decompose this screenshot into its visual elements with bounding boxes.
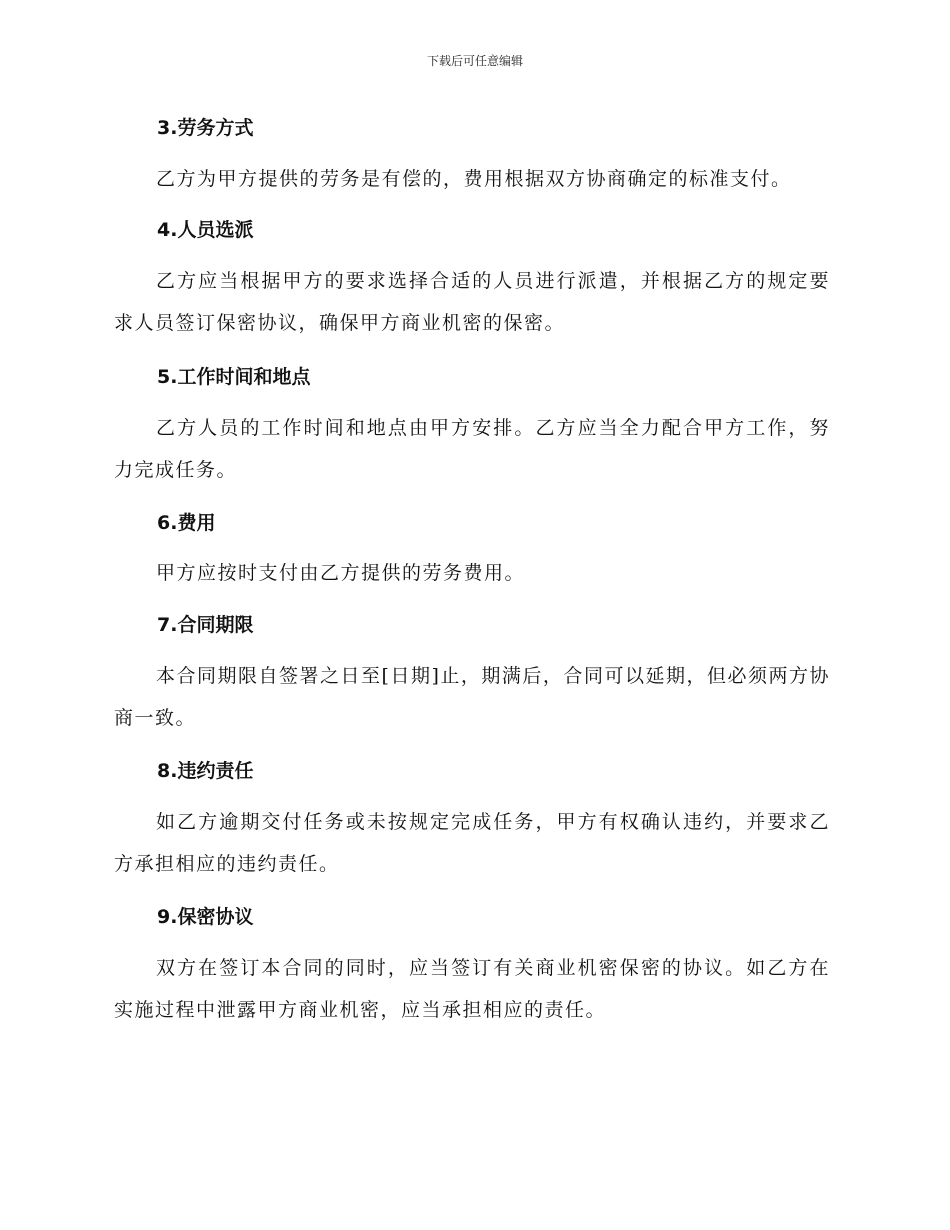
section-paragraph: 如乙方逾期交付任务或未按规定完成任务，甲方有权确认违约，并要求乙方承担相应的违约责任。 — [114, 811, 830, 875]
section-heading: 5.工作时间和地点 — [157, 366, 311, 388]
section-heading: 8.违约责任 — [157, 760, 254, 782]
section-paragraph: 双方在签订本合同的同时，应当签订有关商业机密保密的协议。如乙方在实施过程中泄露甲方商业机密，应当承担相应的责任。 — [114, 957, 830, 1021]
section-heading: 9.保密协议 — [157, 906, 254, 928]
section-heading: 6.费用 — [157, 512, 216, 534]
section-heading: 3.劳务方式 — [157, 117, 254, 139]
page-header: 下载后可任意编辑 — [426, 54, 523, 68]
section-heading: 7.合同期限 — [157, 614, 254, 636]
section-paragraph: 乙方人员的工作时间和地点由甲方安排。乙方应当全力配合甲方工作，努力完成任务。 — [114, 417, 830, 481]
section-paragraph: 本合同期限自签署之日至[日期]止，期满后，合同可以延期，但必须两方协商一致。 — [114, 665, 830, 729]
section-paragraph: 乙方为甲方提供的劳务是有偿的，费用根据双方协商确定的标准支付。 — [156, 168, 792, 190]
section-paragraph: 乙方应当根据甲方的要求选择合适的人员进行派遣，并根据乙方的规定要求人员签订保密协议，确保甲方商业机密的保密。 — [114, 270, 830, 334]
section-paragraph: 甲方应按时支付由乙方提供的劳务费用。 — [156, 562, 526, 584]
section-heading: 4.人员选派 — [157, 219, 254, 241]
